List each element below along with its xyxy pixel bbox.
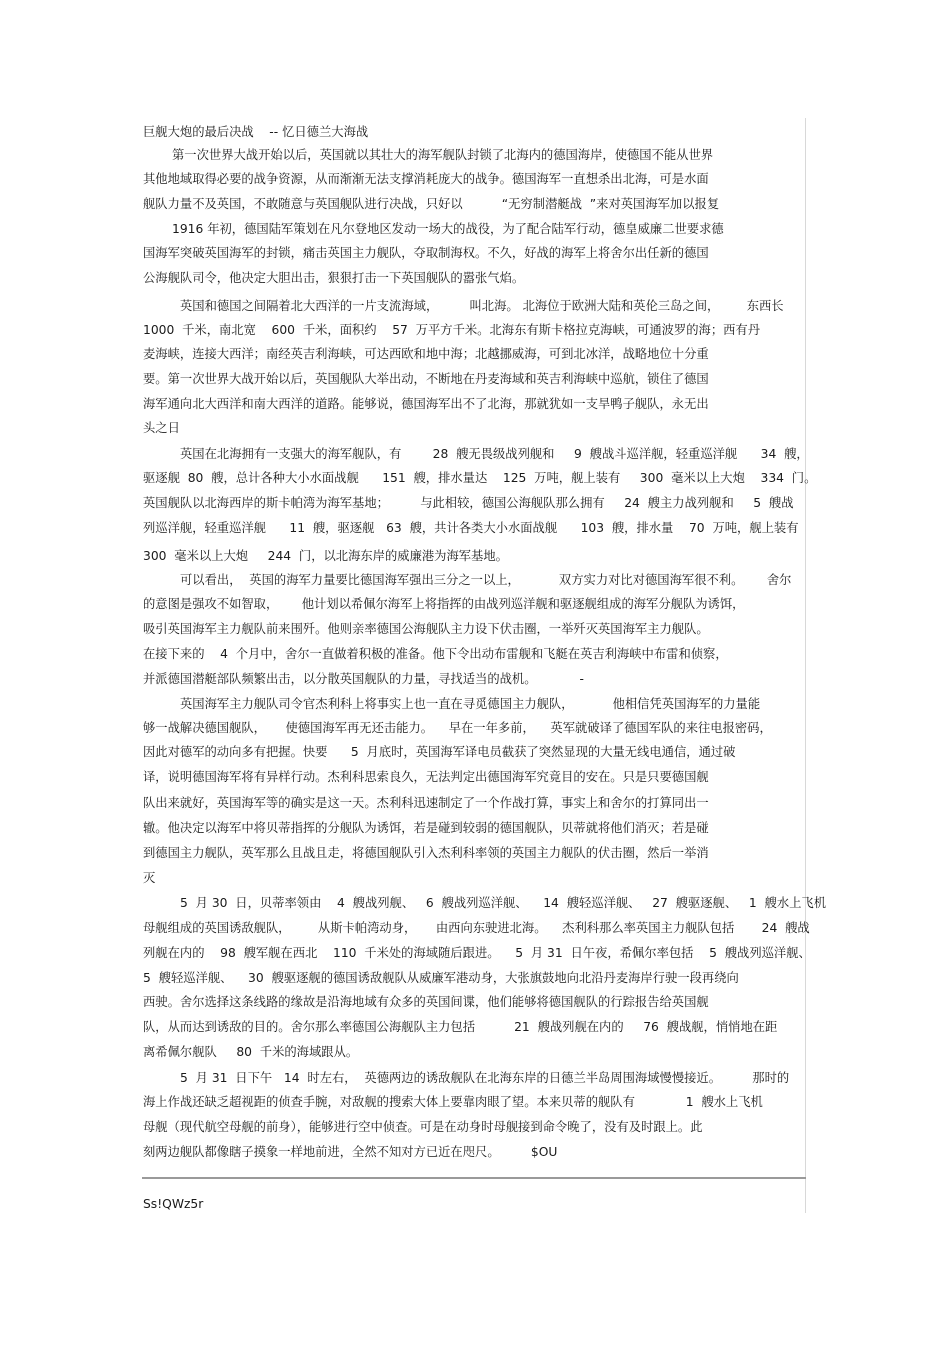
text-line: 5 月 30 日，贝蒂率领由 4 艘战列舰、 6 艘战列巡洋舰、 14 艘轻巡洋舰、 27 艘驱逐舰、 1 艘水上飞机 bbox=[180, 896, 827, 910]
text-line: 国海军突破英国海军的封锁，痛击英国主力舰队，夺取制海权。不久，好战的海军上将舍尔出任新的德国 bbox=[143, 246, 709, 260]
text-line: 海军通向北大西洋和南大西洋的道路。能够说，德国海军出不了北海，那就犹如一支旱鸭子舰队，永无出 bbox=[143, 397, 709, 411]
text-line: 队，从而达到诱敌的目的。舍尔那么率德国公海舰队主力包括 21 艘战列舰在内的 76 艘战舰，悄悄地在距 bbox=[143, 1020, 778, 1034]
text-line: 其他地域取得必要的战争资源，从而渐渐无法支撑消耗庞大的战争。德国海军一直想杀出北海，可是水面 bbox=[143, 172, 709, 186]
text-line: 列舰在内的 98 艘军舰在西北 110 千米处的海域随后跟进。 5 月 31 日午夜，希佩尔率包括 5 艘战列巡洋舰、 bbox=[143, 946, 811, 960]
text-line: 英国和德国之间隔着北大西洋的一片支流海域， 叫北海。 北海位于欧洲大陆和英伦三岛之间， 东西长 bbox=[180, 299, 784, 313]
text-line: 1916 年初，德国陆军策划在凡尔登地区发动一场大的战役，为了配合陆军行动，德皇威廉二世要求德 bbox=[172, 222, 724, 236]
text-line: 驱逐舰 80 艘，总计各种大小水面战舰 151 艘，排水量达 125 万吨，舰上装有 300 毫米以上大炮 334 门。 bbox=[143, 471, 817, 485]
text-line: 英国海军主力舰队司令官杰利科上将事实上也一直在寻觅德国主力舰队， 他相信凭英国海军的力量能 bbox=[180, 697, 761, 711]
text-line: 第一次世界大战开始以后，英国就以其壮大的海军舰队封锁了北海内的德国海岸，使德国不能从世界 bbox=[172, 148, 714, 162]
text-line: 舰队力量不及英国，不敢随意与英国舰队进行决战，只好以 “无穷制潜艇战 ”来对英国海军加以报复 bbox=[143, 197, 720, 211]
text-line: 母舰（现代航空母舰的前身），能够进行空中侦查。可是在动身时母舰接到命令晚了，没有及时跟上。此 bbox=[143, 1120, 703, 1134]
text-line: 公海舰队司令，他决定大胆出击，狠狠打击一下英国舰队的嚣张气焰。 bbox=[143, 271, 525, 285]
right-margin-rule bbox=[805, 118, 806, 1213]
text-line: 辙。他决定以海军中将贝蒂指挥的分舰队为诱饵，若是碰到较弱的德国舰队，贝蒂就将他们消灭；若是碰 bbox=[143, 821, 709, 835]
text-line: 译，说明德国海军将有异样行动。杰利科思索良久，无法判定出德国海军究竟目的安在。只是只要德国舰 bbox=[143, 770, 709, 784]
text-line: 到德国主力舰队，英军那么且战且走，将德国舰队引入杰利科率领的英国主力舰队的伏击圈，然后一举消 bbox=[143, 846, 709, 860]
text-line: 够一战解决德国舰队， 使德国海军再无还击能力。 早在一年多前， 英军就破译了德国军队的来往电报密码， bbox=[143, 721, 772, 735]
text-line: 英国在北海拥有一支强大的海军舰队，有 28 艘无畏级战列舰和 9 艘战斗巡洋舰，轻重巡洋舰 34 艘， bbox=[180, 447, 809, 461]
text-line: 要。第一次世界大战开始以后，英国舰队大举出动，不断地在丹麦海域和英吉利海峡中巡航，锁住了德国 bbox=[143, 372, 709, 386]
text-line: 西驶。舍尔选择这条线路的缘故是沿海地域有众多的英国间谍，他们能够将德国舰队的行踪报告给英国舰 bbox=[143, 995, 709, 1009]
text-line: 母舰组成的英国诱敌舰队， 从斯卡帕湾动身， 由西向东驶进北海。 杰利科那么率英国主力舰队包括 24 艘战 bbox=[143, 921, 810, 935]
document-title: 巨舰大炮的最后决战 -- 忆日德兰大海战 bbox=[143, 125, 369, 139]
text-line: 吸引英国海军主力舰队前来围歼。他则亲率德国公海舰队主力设下伏击圈，一举歼灭英国海军主力舰队。 bbox=[143, 622, 709, 636]
text-line: 在接下来的 4 个月中，舍尔一直做着积极的准备。他下令出动布雷舰和飞艇在英吉利海峡中布雷和侦察， bbox=[143, 647, 728, 661]
text-line: 头之日 bbox=[143, 421, 180, 435]
text-line: 队出来就好，英国海军等的确实是这一天。杰利科迅速制定了一个作战打算，事实上和舍尔的打算同出一 bbox=[143, 796, 709, 810]
text-line: 5 月 31 日下午 14 时左右， 英德两边的诱敌舰队在北海东岸的日德兰半岛周围海域慢慢接近。 那时的 bbox=[180, 1071, 790, 1085]
footer-code: Ss!QWz5r bbox=[143, 1197, 204, 1211]
text-line: 并派德国潜艇部队频繁出击，以分散英国舰队的力量，寻找适当的战机。 - bbox=[143, 672, 584, 686]
text-line: 可以看出， 英国的海军力量要比德国海军强出三分之一以上， 双方实力对比对德国海军很不利。 舍尔 bbox=[180, 573, 792, 587]
text-line: 因此对德军的动向多有把握。快要 5 月底时，英国海军译电员截获了突然显现的大量无线电通信，通过破 bbox=[143, 745, 736, 759]
text-line: 麦海峡，连接大西洋；南经英吉利海峡，可达西欧和地中海；北越挪威海，可到北冰洋，战略地位十分重 bbox=[143, 347, 709, 361]
text-line: 灭 bbox=[143, 871, 156, 885]
text-line: 离希佩尔舰队 80 千米的海域跟从。 bbox=[143, 1045, 359, 1059]
text-line: 的意图是强攻不如智取， 他计划以希佩尔海军上将指挥的由战列巡洋舰和驱逐舰组成的海军分舰队为诱饵， bbox=[143, 597, 745, 611]
text-line: 列巡洋舰，轻重巡洋舰 11 艘，驱逐舰 63 艘，共计各类大小水面战舰 103 艘，排水量 70 万吨，舰上装有 bbox=[143, 521, 799, 535]
footer-divider bbox=[142, 1177, 806, 1179]
text-line: 300 毫米以上大炮 244 门，以北海东岸的威廉港为海军基地。 bbox=[143, 549, 508, 563]
text-line: 刻两边舰队都像瞎子摸象一样地前进，全然不知对方已近在咫尺。 $OU bbox=[143, 1145, 558, 1159]
text-line: 1000 千米，南北宽 600 千米，面积约 57 万平方千米。北海东有斯卡格拉克海峡，可通波罗的海；西有丹 bbox=[143, 323, 761, 337]
text-line: 英国舰队以北海西岸的斯卡帕湾为海军基地； 与此相较，德国公海舰队那么拥有 24 艘主力战列舰和 5 艘战 bbox=[143, 496, 794, 510]
text-line: 5 艘轻巡洋舰、 30 艘驱逐舰的德国诱敌舰队从威廉军港动身，大张旗鼓地向北沿丹麦海岸行驶一段再绕向 bbox=[143, 971, 739, 985]
text-line: 海上作战还缺乏超视距的侦查手腕，对敌舰的搜索大体上要靠肉眼了望。本来贝蒂的舰队有 1 艘水上飞机 bbox=[143, 1095, 763, 1109]
